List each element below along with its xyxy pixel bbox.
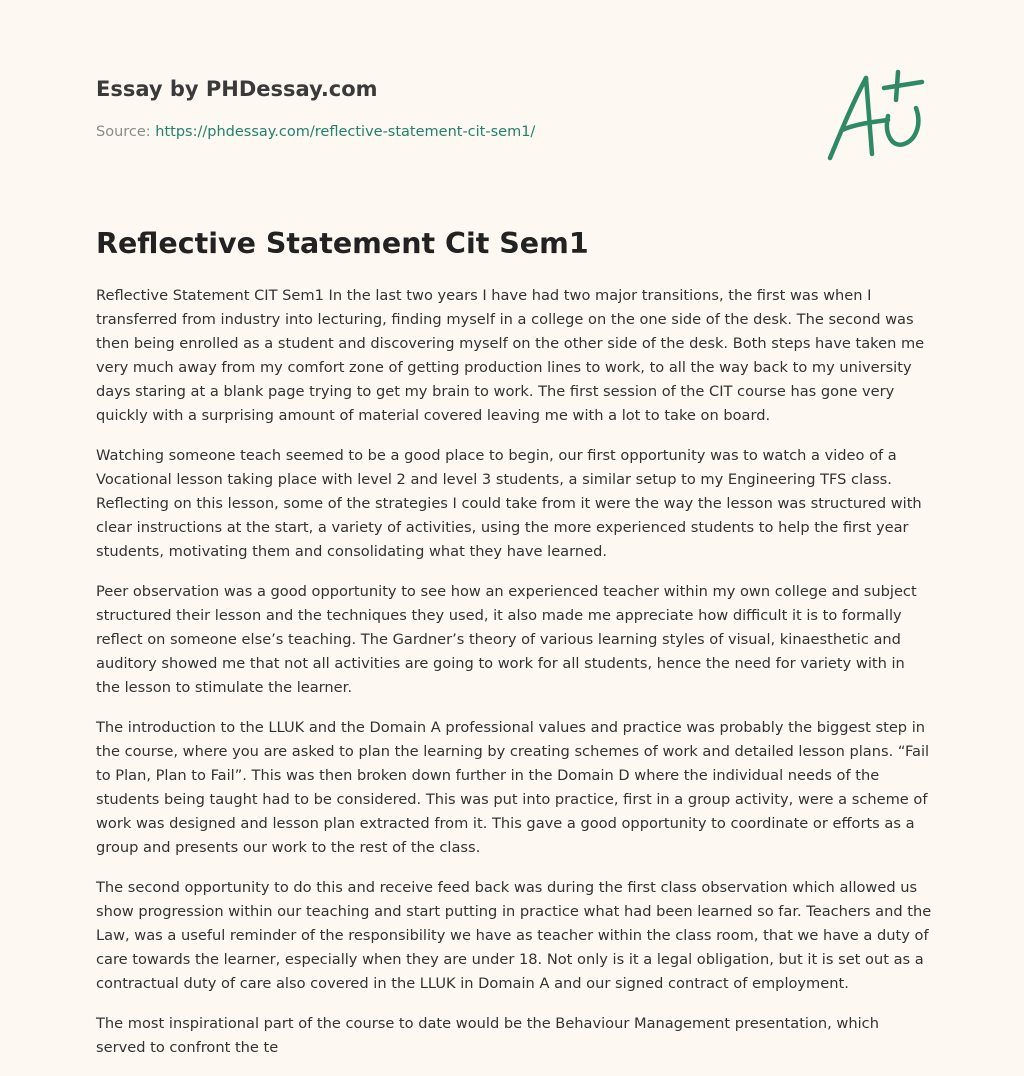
source-label: Source:	[96, 124, 156, 140]
source-link[interactable]: https://phdessay.com/reflective-statement-cit-sem1/	[155, 124, 536, 140]
page-header	[96, 72, 796, 143]
essay-paragraph: Reflective Statement CIT Sem1 In the last two years I have had two major transitions, the first was when I transferred from industry into lecturing, finding myself in a college on the one side of the desk. The second was then being enrolled as a student and discovering myself on the other side of the desk. Both steps have taken me very much away from my comfort zone of getting production lines to work, to all the way back to my university days staring at a blank page trying to get my brain to work. The first session of the CIT course has gone very quickly with a surprising amount of material covered leaving me with a lot to take on board.	[96, 287, 925, 424]
source-line	[96, 121, 796, 143]
essay-paragraph: Peer observation was a good opportunity to see how an experienced teacher within my own college and subject structured their lesson and the techniques they used, it also made me appreciate how difficult it is to formally reflect on someone else’s teaching. The Gardner’s theory of various learning styles of visual, kinaesthetic and auditory showed me that not all activities are going to work for all students, hence the need for variety with in the lesson to stimulate the learner.	[96, 583, 917, 696]
essay-paragraph: The introduction to the LLUK and the Domain A professional values and practice was probably the biggest step in the course, where you are asked to plan the learning by creating schemes of work and detailed lesson plans. “Fail to Plan, Plan to Fail”. This was then broken down further in the Domain D where the individual needs of the students being taught had to be considered. This was put into practice, first in a group activity, were a scheme of work was designed and lesson plan extracted from it. This gave a good opportunity to coordinate or efforts as a group and presents our work to the rest of the class.	[96, 719, 930, 856]
essay-paragraph: Watching someone teach seemed to be a good place to begin, our first opportunity was to watch a video of a Vocational lesson taking place with level 2 and level 3 students, a similar setup to my Engineering TFS class. Reflecting on this lesson, some of the strategies I could take from it were the way the lesson was structured with clear instructions at the start, a variety of activities, using the more experienced students to help the first year students, motivating them and consolidating what they have learned.	[96, 447, 922, 560]
a-plus-logo-icon	[822, 64, 932, 170]
site-title: Essay by PHDessay.com	[96, 77, 378, 101]
essay-paragraph: The second opportunity to do this and receive feed back was during the first class observation which allowed us show progression within our teaching and start putting in practice what had been learned so far. Teachers and the Law, was a useful reminder of the responsibility we have as teacher within the class room, that we have a duty of care towards the learner, especially when they are under 18. Not only is it a legal obligation, but it is set out as a contractual duty of care also covered in the LLUK in Domain A and our signed contract of employment.	[96, 879, 932, 992]
essay-paragraph: The most inspirational part of the course to date would be the Behaviour Management presentation, which served to confront the te	[96, 1015, 879, 1056]
essay-body	[96, 284, 932, 1076]
essay-title: Reflective Statement Cit Sem1	[96, 227, 589, 260]
